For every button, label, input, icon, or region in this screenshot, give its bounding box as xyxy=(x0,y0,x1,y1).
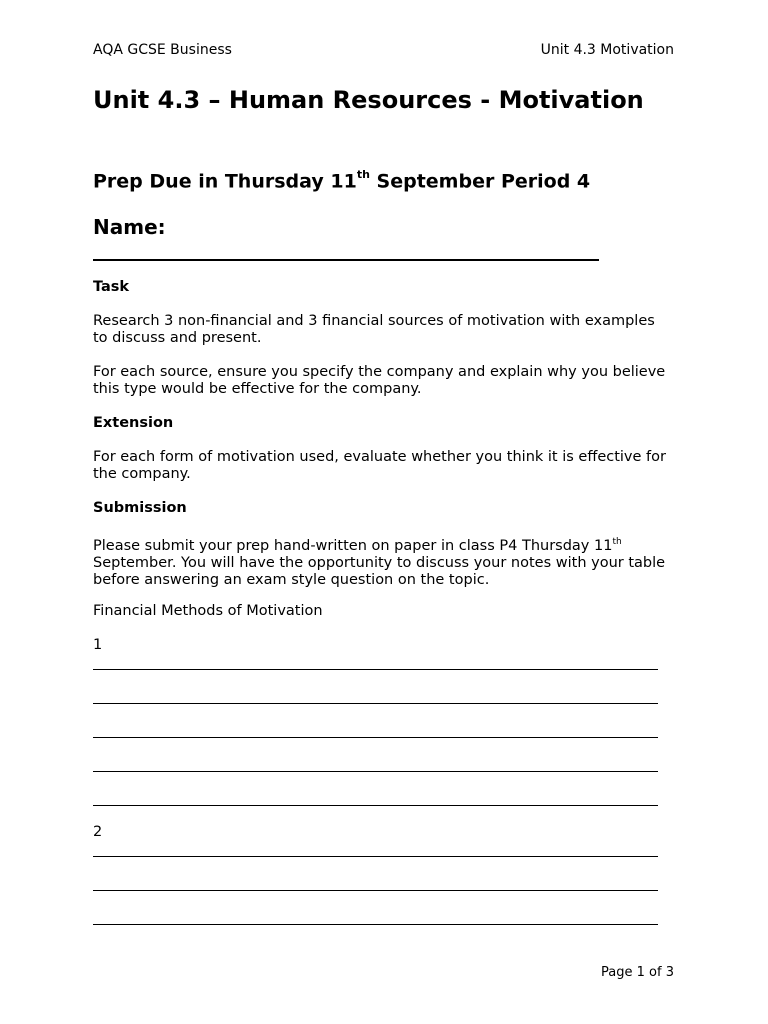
header-left: AQA GCSE Business xyxy=(93,42,232,58)
answer-line[interactable] xyxy=(93,771,658,772)
answer-line[interactable] xyxy=(93,703,658,704)
prep-due-text: Prep Due in Thursday 11 xyxy=(93,170,357,193)
submission-paragraph xyxy=(93,534,673,589)
header-right: Unit 4.3 Motivation xyxy=(540,42,674,58)
prep-due-heading xyxy=(93,170,590,192)
prep-due-superscript: th xyxy=(356,168,370,181)
financial-methods-heading: Financial Methods of Motivation xyxy=(93,603,323,619)
prep-due-text-end: September Period 4 xyxy=(369,170,591,193)
page-number: Page 1 of 3 xyxy=(601,965,674,980)
answer-line[interactable] xyxy=(93,737,658,738)
answer-line[interactable] xyxy=(93,856,658,857)
extension-paragraph: For each form of motivation used, evaluate whether you think it is effective for the company. xyxy=(93,449,666,482)
extension-heading: Extension xyxy=(93,415,174,431)
item-number-1: 1 xyxy=(93,637,103,653)
submission-heading: Submission xyxy=(93,500,187,516)
answer-line[interactable] xyxy=(93,669,658,670)
name-answer-line[interactable] xyxy=(93,259,599,261)
item-number-2: 2 xyxy=(93,824,103,840)
task-paragraph-1: Research 3 non-financial and 3 financial sources of motivation with examples to discuss and present. xyxy=(93,313,655,346)
submission-superscript: th xyxy=(612,537,622,547)
document-title: Unit 4.3 – Human Resources - Motivation xyxy=(93,86,644,114)
task-paragraph-2: For each source, ensure you specify the company and explain why you believe this type would be effective for the company. xyxy=(93,364,666,397)
submission-text-end: September. You will have the opportunity to discuss your notes with your table before answering an exam style question on the topic. xyxy=(93,554,666,588)
answer-line[interactable] xyxy=(93,805,658,806)
answer-line[interactable] xyxy=(93,924,658,925)
task-heading: Task xyxy=(93,279,130,295)
submission-text: Please submit your prep hand-written on paper in class P4 Thursday 11 xyxy=(93,537,613,554)
name-label: Name: xyxy=(93,215,166,239)
answer-line[interactable] xyxy=(93,890,658,891)
